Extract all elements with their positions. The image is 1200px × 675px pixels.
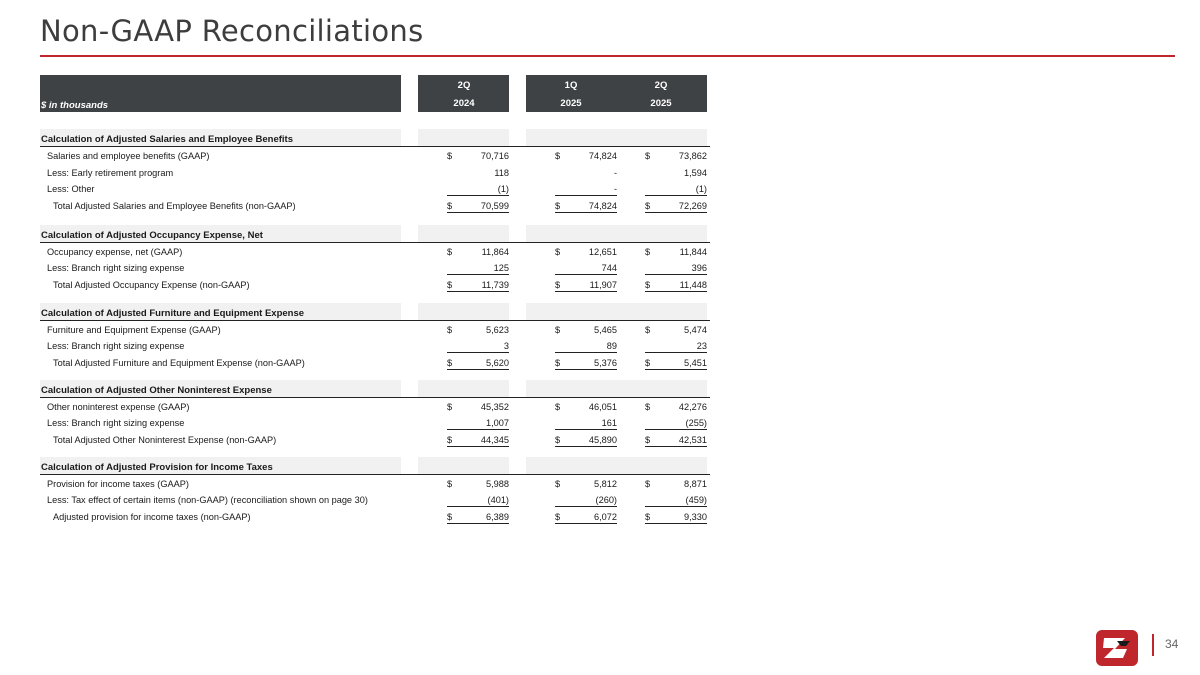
col2-year: 2025	[560, 98, 582, 109]
row-value-cell	[555, 247, 617, 259]
row-value-cell	[555, 358, 617, 370]
table-body	[40, 129, 710, 528]
row-value-cell	[447, 247, 509, 259]
row-value-cell	[447, 418, 509, 430]
section-title: Calculation of Adjusted Salaries and Employee Benefits	[41, 134, 293, 145]
row-label: Total Adjusted Furniture and Equipment Expense (non-GAAP)	[53, 357, 305, 368]
row-value: (260)	[595, 495, 617, 505]
section-title: Calculation of Adjusted Other Noninterest Expense	[41, 384, 272, 396]
row-value: 12,651	[588, 246, 617, 257]
dollar-sign: $	[645, 279, 651, 290]
row-value: 73,862	[678, 151, 707, 161]
row-value-cell	[645, 479, 707, 491]
row-value: 42,276	[678, 401, 707, 412]
dollar-sign: $	[447, 434, 453, 445]
table-row	[40, 476, 710, 493]
table-section	[40, 380, 710, 451]
dollar-sign: $	[447, 279, 453, 290]
row-value: 11,864	[481, 246, 509, 257]
dollar-sign: $	[555, 357, 561, 368]
row-label: Total Adjusted Salaries and Employee Benefits (non-GAAP)	[53, 200, 296, 211]
row-value-cell	[447, 168, 509, 180]
dollar-sign: $	[555, 246, 561, 257]
col1-quarter: 2Q	[457, 80, 471, 91]
row-value: 5,988	[486, 478, 509, 489]
row-value-cell	[555, 341, 617, 353]
dollar-sign: $	[645, 511, 651, 522]
row-value: (255)	[685, 418, 707, 428]
row-value-cell	[645, 495, 707, 507]
row-label: Other noninterest expense (GAAP)	[47, 401, 190, 412]
row-value-cell	[447, 325, 509, 337]
row-value-cell	[555, 402, 617, 414]
row-value: -	[613, 167, 617, 178]
row-label: Less: Other	[47, 184, 95, 194]
row-value-cell	[645, 151, 707, 163]
row-label: Adjusted provision for income taxes (non-GAAP)	[53, 511, 251, 522]
row-value-cell	[555, 325, 617, 337]
row-label: Provision for income taxes (GAAP)	[47, 478, 189, 489]
row-label: Occupancy expense, net (GAAP)	[47, 246, 183, 257]
col3-year: 2025	[650, 98, 672, 109]
row-value-cell	[555, 263, 617, 275]
section-header	[40, 225, 710, 243]
row-value: 1,007	[486, 418, 509, 428]
row-value: 11,739	[481, 279, 509, 290]
row-label: Total Adjusted Other Noninterest Expense (non-GAAP)	[53, 434, 277, 445]
row-value: 5,376	[594, 357, 617, 368]
section-title: Calculation of Adjusted Provision for Income Taxes	[41, 461, 273, 473]
row-value: 11,844	[679, 246, 707, 257]
dollar-sign: $	[645, 357, 651, 368]
table-section	[40, 457, 710, 528]
title-divider	[40, 55, 1175, 57]
units-label: $ in thousands	[41, 100, 109, 111]
row-value: 118	[494, 167, 509, 178]
row-value-cell	[645, 341, 707, 353]
row-value: 5,465	[594, 324, 617, 335]
row-value-cell	[447, 263, 509, 275]
table-section	[40, 129, 710, 217]
table-row	[40, 338, 710, 355]
row-value: 1,594	[684, 167, 707, 178]
dollar-sign: $	[555, 151, 561, 161]
page-title: Non-GAAP Reconciliations	[40, 14, 424, 48]
row-value-cell	[555, 201, 617, 213]
row-value-cell	[645, 325, 707, 337]
row-value: 70,599	[480, 200, 509, 211]
row-value-cell	[447, 184, 509, 196]
dollar-sign: $	[645, 401, 651, 412]
table-row	[40, 492, 710, 509]
dollar-sign: $	[555, 279, 561, 290]
row-value: 125	[493, 263, 509, 273]
table-row	[40, 399, 710, 416]
row-value: 45,890	[588, 434, 617, 445]
dollar-sign: $	[555, 478, 561, 489]
table-row-total	[40, 277, 710, 296]
row-value-cell	[555, 435, 617, 447]
row-label: Less: Tax effect of certain items (non-GAAP) (reconciliation shown on page 30)	[47, 495, 368, 505]
dollar-sign: $	[645, 246, 651, 257]
row-value: 72,269	[678, 200, 707, 211]
reconciliation-table	[40, 75, 710, 528]
table-row	[40, 165, 710, 182]
table-row	[40, 260, 710, 277]
row-value: 89	[606, 341, 617, 351]
section-header	[40, 303, 710, 321]
section-title: Calculation of Adjusted Occupancy Expense, Net	[41, 229, 263, 241]
row-label: Furniture and Equipment Expense (GAAP)	[47, 324, 221, 335]
row-value: 11,907	[589, 279, 617, 290]
dollar-sign: $	[447, 151, 453, 161]
row-value-cell	[447, 358, 509, 370]
dollar-sign: $	[555, 324, 561, 335]
row-value-cell	[645, 418, 707, 430]
row-value-cell	[645, 402, 707, 414]
row-value: 5,812	[594, 478, 617, 489]
table-row	[40, 244, 710, 261]
row-value: (459)	[685, 495, 707, 505]
row-value: 74,824	[588, 200, 617, 211]
row-value: 11,448	[679, 279, 707, 290]
dollar-sign: $	[645, 324, 651, 335]
row-value-cell	[555, 280, 617, 292]
row-value: (1)	[695, 184, 707, 194]
page-number-divider	[1152, 634, 1154, 656]
dollar-sign: $	[447, 511, 453, 522]
row-value-cell	[645, 263, 707, 275]
section-header	[40, 129, 710, 147]
row-value: 5,474	[684, 324, 707, 335]
table-row-total	[40, 198, 710, 217]
row-value: 744	[601, 263, 617, 273]
dollar-sign: $	[447, 401, 453, 412]
row-value-cell	[555, 418, 617, 430]
dollar-sign: $	[447, 324, 453, 335]
row-value: 5,451	[684, 357, 707, 368]
row-value-cell	[447, 435, 509, 447]
row-label: Less: Early retirement program	[47, 167, 174, 178]
section-header	[40, 457, 710, 475]
row-value: 46,051	[588, 401, 617, 412]
row-value-cell	[447, 341, 509, 353]
row-value-cell	[447, 479, 509, 491]
row-label: Less: Branch right sizing expense	[47, 263, 185, 273]
row-value-cell	[447, 151, 509, 163]
row-value: 70,716	[480, 151, 509, 161]
table-row	[40, 181, 710, 198]
section-header	[40, 380, 710, 398]
row-value: 6,072	[594, 511, 617, 522]
row-value: (1)	[497, 184, 509, 194]
row-value: 74,824	[588, 151, 617, 161]
table-section	[40, 303, 710, 374]
row-value: 8,871	[684, 478, 707, 489]
col3-quarter: 2Q	[654, 80, 668, 91]
row-value: 161	[601, 418, 617, 428]
row-value-cell	[555, 479, 617, 491]
row-value-cell	[555, 151, 617, 163]
row-value: 3	[503, 341, 509, 351]
row-value: (401)	[487, 495, 509, 505]
row-value-cell	[645, 184, 707, 196]
dollar-sign: $	[555, 200, 561, 211]
row-value: 44,345	[480, 434, 509, 445]
row-value: 6,389	[486, 511, 509, 522]
row-value-cell	[447, 201, 509, 213]
dollar-sign: $	[645, 200, 651, 211]
table-row-total	[40, 432, 710, 451]
table-row-total	[40, 509, 710, 528]
row-label: Total Adjusted Occupancy Expense (non-GAAP)	[53, 279, 250, 290]
table-row	[40, 415, 710, 432]
dollar-sign: $	[555, 511, 561, 522]
dollar-sign: $	[555, 401, 561, 412]
row-value-cell	[555, 184, 617, 196]
dollar-sign: $	[645, 434, 651, 445]
row-value-cell	[645, 358, 707, 370]
row-value-cell	[645, 201, 707, 213]
row-value-cell	[447, 280, 509, 292]
row-value: 45,352	[480, 401, 509, 412]
row-value-cell	[447, 495, 509, 507]
table-section	[40, 225, 710, 296]
dollar-sign: $	[555, 434, 561, 445]
section-title: Calculation of Adjusted Furniture and Equipment Expense	[41, 307, 305, 319]
row-value-cell	[645, 512, 707, 524]
row-value-cell	[447, 402, 509, 414]
row-value-cell	[645, 280, 707, 292]
table-row	[40, 148, 710, 165]
row-value-cell	[555, 168, 617, 180]
col2-quarter: 1Q	[564, 80, 578, 91]
row-value-cell	[555, 512, 617, 524]
dollar-sign: $	[447, 478, 453, 489]
company-logo	[1095, 629, 1139, 667]
row-value: -	[613, 184, 617, 194]
dollar-sign: $	[447, 357, 453, 368]
row-value: 5,623	[486, 324, 509, 335]
row-value-cell	[645, 247, 707, 259]
row-label: Salaries and employee benefits (GAAP)	[47, 151, 210, 161]
col1-year: 2024	[453, 98, 475, 109]
table-row-total	[40, 355, 710, 374]
row-value: 23	[696, 341, 707, 351]
row-label: Less: Branch right sizing expense	[47, 418, 185, 428]
row-value: 9,330	[684, 511, 707, 522]
row-value-cell	[645, 168, 707, 180]
page-number: 34	[1165, 637, 1179, 651]
dollar-sign: $	[645, 478, 651, 489]
dollar-sign: $	[447, 246, 453, 257]
dollar-sign: $	[645, 151, 651, 161]
row-label: Less: Branch right sizing expense	[47, 341, 185, 351]
row-value-cell	[555, 495, 617, 507]
table-row	[40, 322, 710, 339]
row-value-cell	[645, 435, 707, 447]
row-value: 5,620	[486, 357, 509, 368]
row-value-cell	[447, 512, 509, 524]
row-value: 42,531	[678, 434, 707, 445]
dollar-sign: $	[447, 200, 453, 211]
table-header	[40, 75, 710, 112]
row-value: 396	[691, 263, 707, 273]
